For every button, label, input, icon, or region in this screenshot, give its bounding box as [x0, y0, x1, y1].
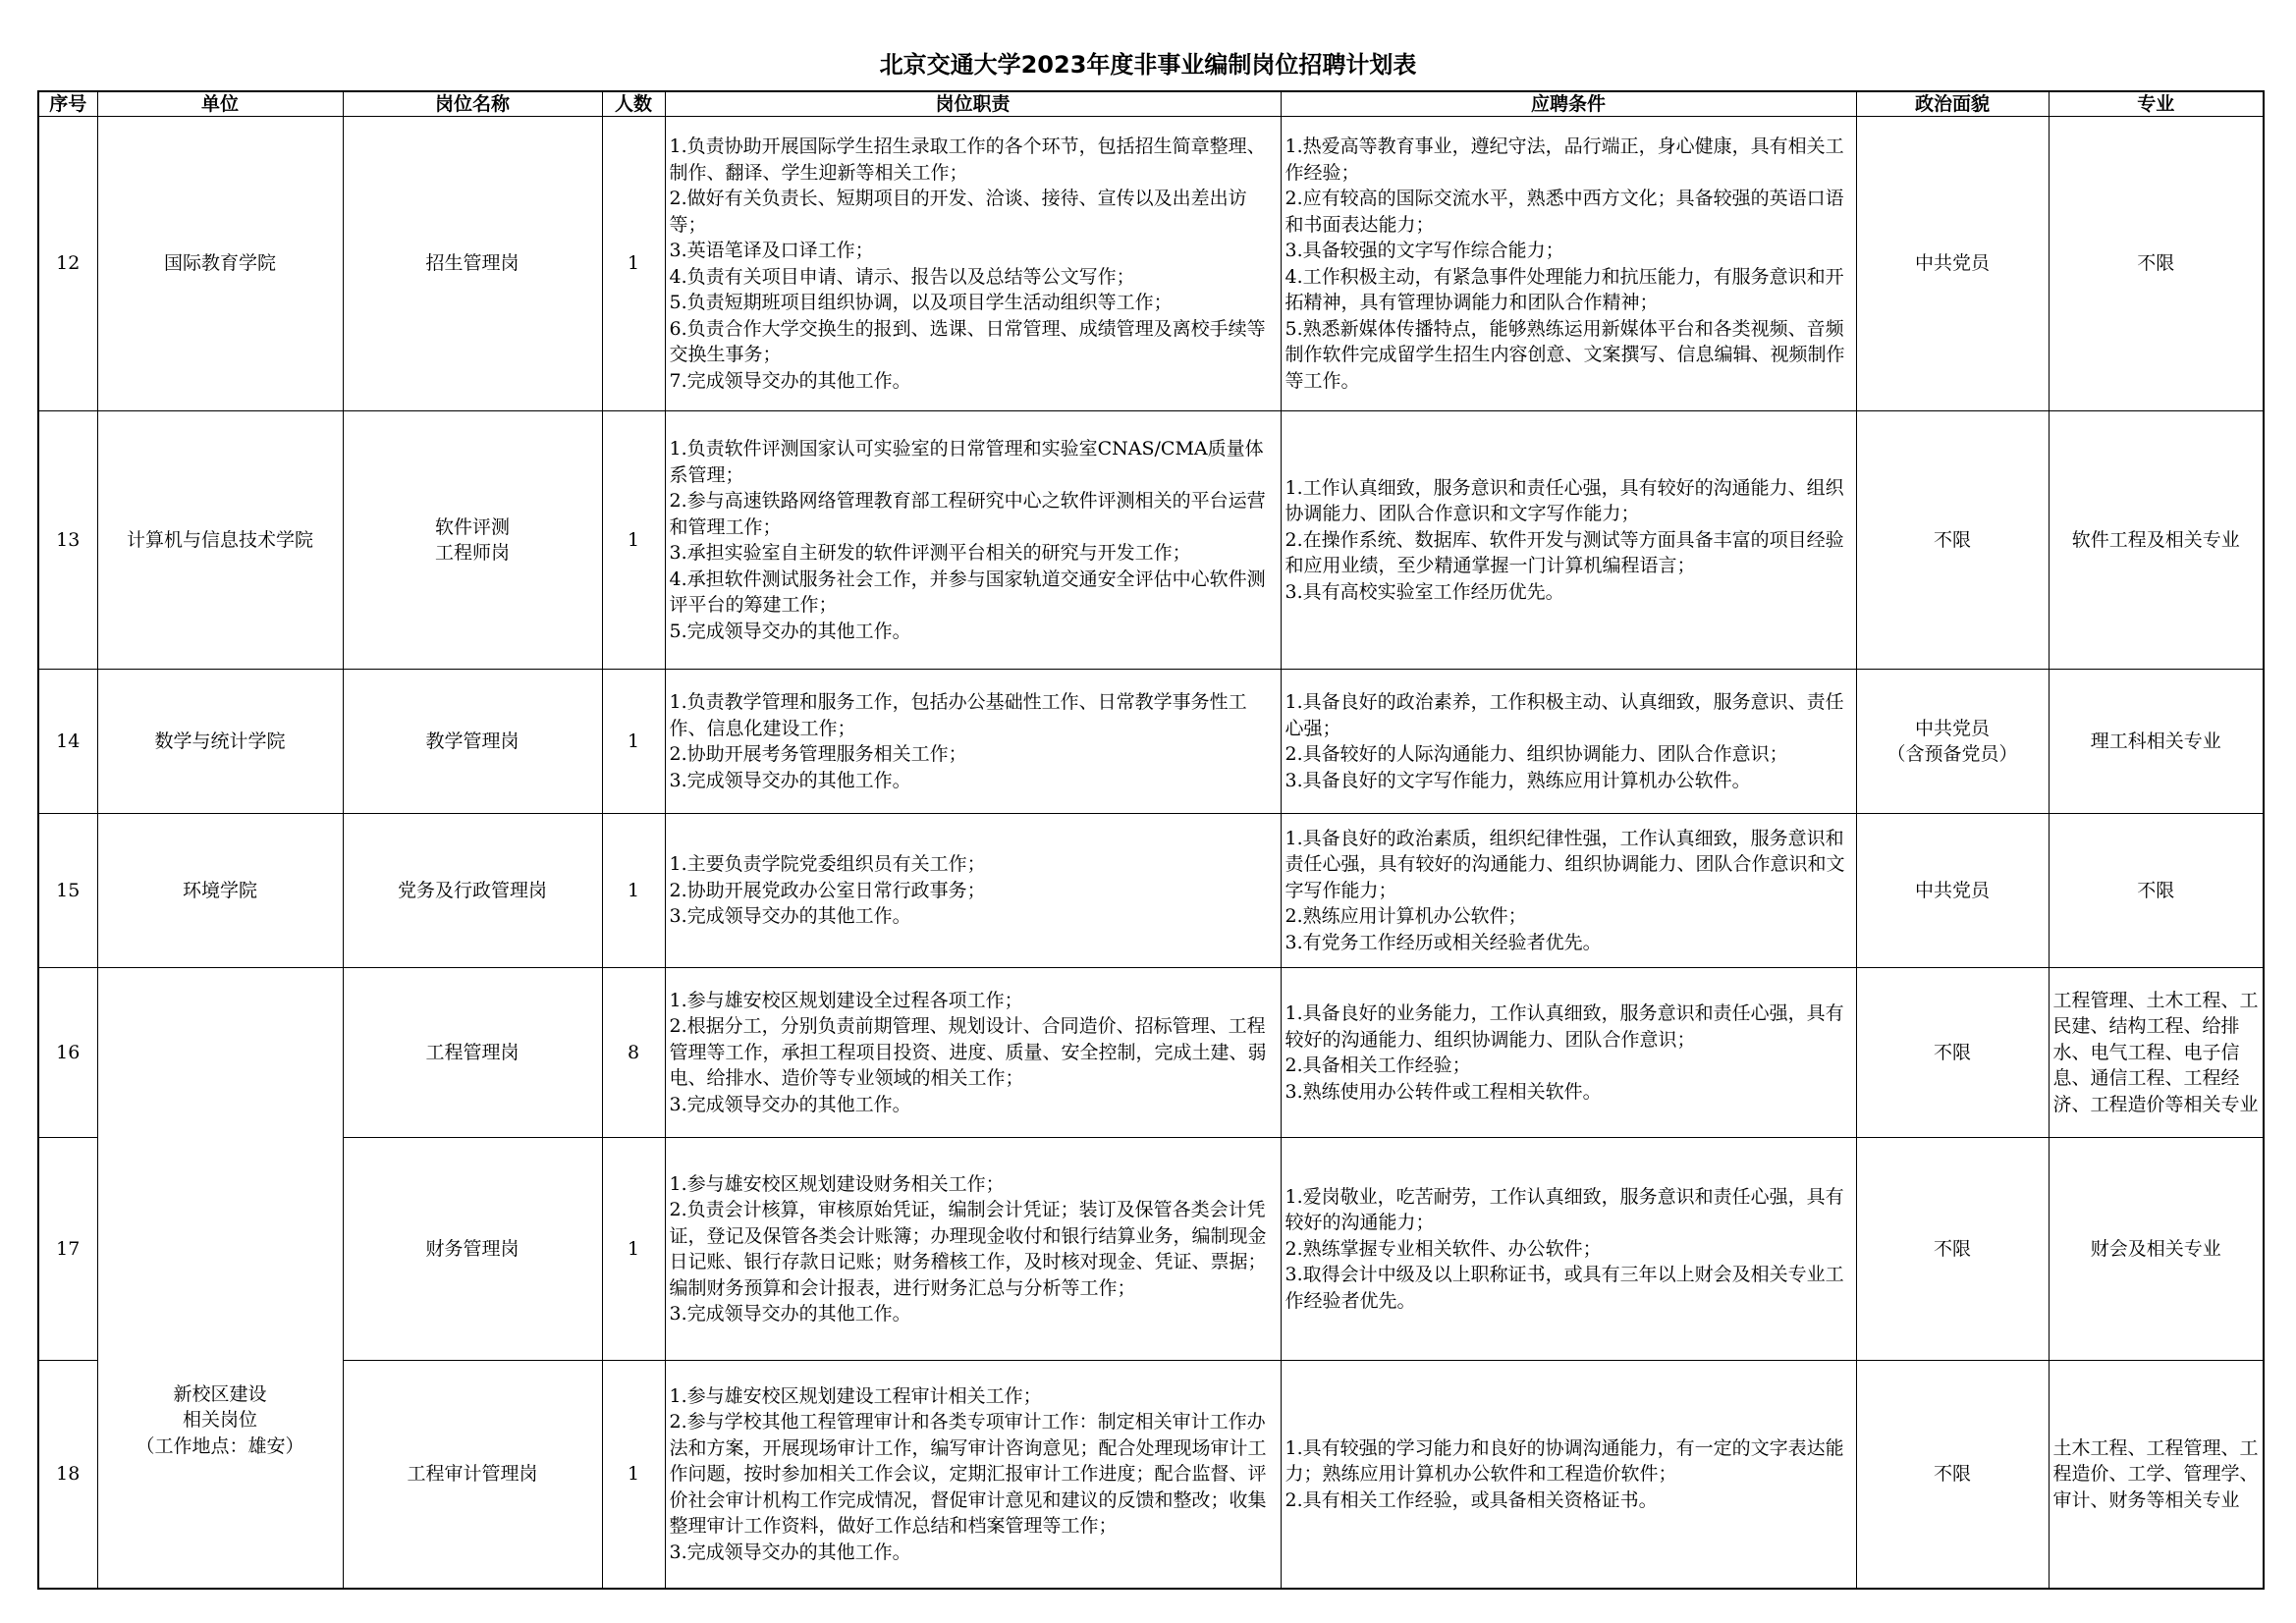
political-line: 不限	[1933, 1237, 1971, 1260]
header-unit: 单位	[97, 91, 343, 117]
header-major: 专业	[2049, 91, 2264, 117]
political-line: 中共党员	[1914, 879, 1990, 901]
major-cell	[2049, 117, 2264, 411]
political-line: 中共党员	[1914, 717, 1990, 739]
political-cell	[1856, 117, 2049, 411]
duty-line: 3.完成领导交办的其他工作。	[669, 1093, 911, 1115]
position-line: 教学管理岗	[425, 730, 519, 752]
header-no: 序号	[38, 91, 97, 117]
count-cell: 1	[602, 411, 665, 670]
duty-line: 2.负责会计核算，审核原始凭证，编制会计凭证；装订及保管各类会计凭证，登记及保管各类会计账簿；办理现金收付和银行结算业务，编制现金日记账、银行存款日记账；财务稽核工作，及时核对现金、凭证、票据；编制财务预算和会计报表，进行财务汇总与分析等工作；	[669, 1199, 1267, 1299]
major-line: 不限	[2137, 252, 2175, 275]
requirement-line: 5.熟悉新媒体传播特点，能够熟练运用新媒体平台和各类视频、音频制作软件完成留学生招生内容创意、文案撰写、信息编辑、视频制作等工作。	[1285, 317, 1845, 392]
major-line: 土木工程、工程管理、工程造价、工学、管理学、审计、财务等相关专业	[2052, 1436, 2259, 1511]
unit-line: （工作地点：雄安）	[136, 1434, 304, 1457]
requirement-line: 2.具备较好的人际沟通能力、组织协调能力、团队合作意识；	[1285, 743, 1788, 765]
requirements-cell	[1281, 1361, 1856, 1589]
major-cell	[2049, 1138, 2264, 1361]
requirement-line: 3.有党务工作经历或相关经验者优先。	[1285, 931, 1602, 953]
requirement-line: 2.在操作系统、数据库、软件开发与测试等方面具备丰富的项目经验和应用业绩，至少精通掌握一门计算机编程语言；	[1285, 528, 1844, 577]
row-number: 15	[38, 814, 97, 968]
major-line: 不限	[2137, 879, 2175, 901]
page-title: 北京交通大学2023年度非事业编制岗位招聘计划表	[879, 51, 1417, 79]
duty-line: 3.承担实验室自主研发的软件评测平台相关的研究与开发工作；	[669, 542, 1191, 564]
duty-line: 7.完成领导交办的其他工作。	[669, 369, 911, 392]
political-cell	[1856, 411, 2049, 670]
unit-line: 计算机与信息技术学院	[126, 528, 313, 551]
position-cell	[343, 1361, 602, 1589]
table-row	[38, 411, 2264, 670]
political-cell	[1856, 814, 2049, 968]
unit-line: 相关岗位	[182, 1409, 257, 1431]
requirement-line: 3.具备较强的文字写作综合能力；	[1285, 240, 1564, 261]
duty-line: 2.参与高速铁路网络管理教育部工程研究中心之软件评测相关的平台运营和管理工作；	[669, 490, 1266, 538]
table-row	[38, 117, 2264, 411]
row-number: 17	[38, 1138, 97, 1361]
major-line: 软件工程及相关专业	[2071, 528, 2240, 551]
major-line: 财会及相关专业	[2090, 1237, 2221, 1260]
requirements-cell	[1281, 670, 1856, 814]
requirement-line: 3.取得会计中级及以上职称证书，或具有三年以上财会及相关专业工作经验者优先。	[1285, 1264, 1844, 1312]
major-cell	[2049, 814, 2264, 968]
requirement-line: 1.爱岗敬业，吃苦耐劳，工作认真细致，服务意识和责任心强，具有较好的沟通能力；	[1285, 1185, 1844, 1234]
duty-line: 5.完成领导交办的其他工作。	[669, 620, 911, 642]
duties-cell	[665, 968, 1281, 1138]
requirements-cell	[1281, 411, 1856, 670]
position-cell	[343, 1138, 602, 1361]
requirement-line: 3.熟练使用办公转件或工程相关软件。	[1285, 1080, 1602, 1103]
table-row	[38, 814, 2264, 968]
duty-line: 1.参与雄安校区规划建设财务相关工作；	[669, 1172, 1005, 1195]
position-cell	[343, 968, 602, 1138]
duties-cell	[665, 411, 1281, 670]
duty-line: 3.英语笔译及口译工作；	[669, 240, 874, 261]
requirement-line: 1.具有较强的学习能力和良好的协调沟通能力，有一定的文字表达能力；熟练应用计算机办公软件和工程造价软件；	[1285, 1436, 1844, 1485]
unit-cell	[97, 814, 343, 968]
requirements-cell	[1281, 814, 1856, 968]
position-line: 工程审计管理岗	[407, 1463, 538, 1485]
duty-line: 3.完成领导交办的其他工作。	[669, 769, 911, 791]
duty-line: 1.参与雄安校区规划建设全过程各项工作；	[669, 989, 1023, 1011]
position-cell	[343, 814, 602, 968]
political-cell	[1856, 670, 2049, 814]
count-cell: 8	[602, 968, 665, 1138]
duty-line: 1.主要负责学院党委组织员有关工作；	[669, 853, 986, 876]
count-cell: 1	[602, 670, 665, 814]
duty-line: 1.负责协助开展国际学生招生录取工作的各个环节，包括招生简章整理、制作、翻译、学生迎新等相关工作；	[669, 135, 1266, 184]
unit-line: 环境学院	[182, 879, 257, 901]
requirement-line: 2.具备相关工作经验；	[1285, 1055, 1471, 1076]
row-number: 16	[38, 968, 97, 1138]
count-cell: 1	[602, 1138, 665, 1361]
count-cell: 1	[602, 117, 665, 411]
requirement-line: 3.具有高校实验室工作经历优先。	[1285, 580, 1564, 603]
requirement-line: 3.具备良好的文字写作能力，熟练应用计算机办公软件。	[1285, 769, 1751, 791]
header-position: 岗位名称	[343, 91, 602, 117]
duties-cell	[665, 670, 1281, 814]
position-cell	[343, 411, 602, 670]
position-cell	[343, 117, 602, 411]
table-row	[38, 1361, 2264, 1589]
count-cell: 1	[602, 1361, 665, 1589]
table-row	[38, 670, 2264, 814]
duty-line: 1.负责教学管理和服务工作，包括办公基础性工作、日常教学事务性工作、信息化建设工作；	[669, 691, 1247, 739]
duty-line: 3.完成领导交办的其他工作。	[669, 1541, 911, 1563]
row-number: 14	[38, 670, 97, 814]
header-political: 政治面貌	[1856, 91, 2049, 117]
table-row	[38, 968, 2264, 1138]
major-line: 理工科相关专业	[2090, 730, 2221, 752]
requirements-cell	[1281, 1138, 1856, 1361]
row-number: 18	[38, 1361, 97, 1589]
major-cell	[2049, 411, 2264, 670]
row-number: 12	[38, 117, 97, 411]
requirements-cell	[1281, 117, 1856, 411]
requirement-line: 1.热爱高等教育事业，遵纪守法，品行端正，身心健康，具有相关工作经验；	[1285, 135, 1844, 184]
duty-line: 2.根据分工，分别负责前期管理、规划设计、合同造价、招标管理、工程管理等工作，承担工程项目投资、进度、质量、安全控制，完成土建、弱电、给排水、造价等专业领域的相关工作；	[669, 1015, 1267, 1090]
position-line: 工程师岗	[434, 542, 510, 564]
requirement-line: 2.熟练掌握专业相关软件、办公软件；	[1285, 1237, 1602, 1260]
requirement-line: 2.应有较高的国际交流水平，熟悉中西方文化；具备较强的英语口语和书面表达能力；	[1285, 188, 1844, 236]
major-cell	[2049, 670, 2264, 814]
political-cell	[1856, 1138, 2049, 1361]
requirement-line: 2.熟练应用计算机办公软件；	[1285, 905, 1527, 928]
requirement-line: 4.工作积极主动，有紧急事件处理能力和抗压能力，有服务意识和开拓精神，具有管理协调能力和团队合作精神；	[1285, 265, 1844, 313]
duty-line: 1.参与雄安校区规划建设工程审计相关工作；	[669, 1384, 1042, 1407]
position-line: 软件评测	[434, 515, 510, 538]
unit-cell	[97, 968, 343, 1589]
duty-line: 5.负责短期班项目组织协调，以及项目学生活动组织等工作；	[669, 292, 1173, 313]
duty-line: 2.协助开展党政办公室日常行政事务；	[669, 879, 986, 901]
table-row	[38, 1138, 2264, 1361]
unit-line: 数学与统计学院	[154, 730, 286, 752]
duty-line: 3.完成领导交办的其他工作。	[669, 905, 911, 928]
header-count: 人数	[602, 91, 665, 117]
duties-cell	[665, 1361, 1281, 1589]
political-line: （含预备党员）	[1886, 743, 2018, 765]
duties-cell	[665, 1138, 1281, 1361]
duty-line: 6.负责合作大学交换生的报到、选课、日常管理、成绩管理及离校手续等交换生事务；	[669, 317, 1266, 365]
row-number: 13	[38, 411, 97, 670]
header-requirements: 应聘条件	[1281, 91, 1856, 117]
position-line: 招生管理岗	[425, 252, 519, 275]
political-cell	[1856, 968, 2049, 1138]
requirements-cell	[1281, 968, 1856, 1138]
unit-cell	[97, 117, 343, 411]
political-line: 中共党员	[1914, 252, 1990, 275]
unit-cell	[97, 411, 343, 670]
requirement-line: 1.具备良好的业务能力，工作认真细致，服务意识和责任心强，具有较好的沟通能力、组织协调能力、团队合作意识；	[1285, 1002, 1844, 1051]
political-line: 不限	[1933, 1041, 1971, 1063]
major-line: 工程管理、土木工程、工民建、结构工程、给排水、电气工程、电子信息、通信工程、工程经济、工程造价等相关专业	[2052, 989, 2259, 1115]
count-cell: 1	[602, 814, 665, 968]
position-line: 财务管理岗	[425, 1237, 519, 1260]
unit-line: 新校区建设	[173, 1382, 267, 1405]
position-line: 工程管理岗	[425, 1041, 519, 1063]
duty-line: 4.负责有关项目申请、请示、报告以及总结等公文写作；	[669, 265, 1135, 288]
political-line: 不限	[1933, 528, 1971, 551]
duty-line: 1.负责软件评测国家认可实验室的日常管理和实验室CNAS/CMA质量体系管理；	[669, 438, 1264, 486]
recruitment-table	[37, 90, 2265, 1590]
requirement-line: 1.具备良好的政治素质，组织纪律性强，工作认真细致，服务意识和责任心强，具有较好的沟通能力、组织协调能力、团队合作意识和文字写作能力；	[1285, 827, 1845, 901]
requirement-line: 2.具有相关工作经验，或具备相关资格证书。	[1285, 1488, 1658, 1511]
major-cell	[2049, 1361, 2264, 1589]
header-duties: 岗位职责	[665, 91, 1281, 117]
duties-cell	[665, 814, 1281, 968]
table-header-row	[38, 91, 2264, 117]
duty-line: 3.完成领导交办的其他工作。	[669, 1303, 911, 1325]
political-line: 不限	[1933, 1463, 1971, 1485]
requirement-line: 1.具备良好的政治素养，工作积极主动、认真细致，服务意识、责任心强；	[1285, 691, 1844, 739]
duty-line: 4.承担软件测试服务社会工作，并参与国家轨道交通安全评估中心软件测评平台的筹建工作；	[669, 568, 1266, 616]
duty-line: 2.做好有关负责长、短期项目的开发、洽谈、接待、宣传以及出差出访等；	[669, 188, 1247, 236]
position-line: 党务及行政管理岗	[397, 879, 547, 901]
political-cell	[1856, 1361, 2049, 1589]
duty-line: 2.协助开展考务管理服务相关工作；	[669, 743, 967, 765]
duties-cell	[665, 117, 1281, 411]
unit-line: 国际教育学院	[163, 252, 276, 275]
duty-line: 2.参与学校其他工程管理审计和各类专项审计工作：制定相关审计工作办法和方案，开展现场审计工作，编写审计咨询意见；配合处理现场审计工作问题，按时参加相关工作会议，定期汇报审计工作进度；配合监督、评价社会审计机构工作完成情况，督促审计意见和建议的反馈和整改；收集整理审计工作资料，做好工作总结和档案管理等工作；	[669, 1411, 1267, 1537]
position-cell	[343, 670, 602, 814]
unit-cell	[97, 670, 343, 814]
requirement-line: 1.工作认真细致，服务意识和责任心强，具有较好的沟通能力、组织协调能力、团队合作意识和文字写作能力；	[1285, 476, 1844, 525]
major-cell	[2049, 968, 2264, 1138]
